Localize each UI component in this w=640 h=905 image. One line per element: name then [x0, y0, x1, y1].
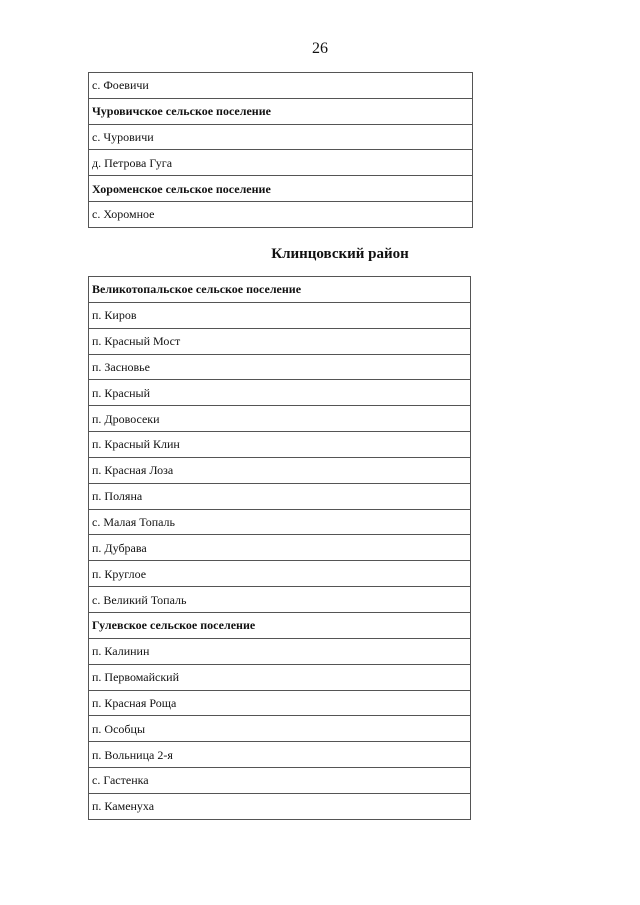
table-row [89, 716, 471, 742]
table-cell: п. Красная Лоза [89, 457, 471, 483]
table-row [89, 201, 473, 227]
table-cell: п. Круглое [89, 561, 471, 587]
table-cell: с. Гастенка [89, 768, 471, 794]
table-cell: с. Чуровичи [89, 124, 473, 150]
table-row [89, 124, 473, 150]
table-row [89, 73, 473, 99]
settlements-table-top [88, 72, 473, 228]
page-number: 26 [312, 40, 328, 57]
group-heading-cell: Хороменское сельское поселение [89, 176, 473, 202]
table-cell: п. Красная Роща [89, 690, 471, 716]
table-row [89, 432, 471, 458]
table-row [89, 690, 471, 716]
table-cell: п. Красный Мост [89, 328, 471, 354]
table-cell: п. Киров [89, 302, 471, 328]
table-cell: п. Калинин [89, 638, 471, 664]
table-cell: с. Малая Топаль [89, 509, 471, 535]
table-cell: п. Красный Клин [89, 432, 471, 458]
table-row-group [89, 612, 471, 638]
table-row [89, 664, 471, 690]
table-cell: п. Особцы [89, 716, 471, 742]
table-row [89, 742, 471, 768]
table-cell: п. Красный [89, 380, 471, 406]
section-heading: Клинцовский район [271, 246, 409, 262]
table-cell: п. Поляна [89, 483, 471, 509]
table-cell: п. Дубрава [89, 535, 471, 561]
table-row [89, 354, 471, 380]
table-row [89, 768, 471, 794]
group-heading-cell: Гулевское сельское поселение [89, 612, 471, 638]
table-cell: п. Первомайский [89, 664, 471, 690]
table-row [89, 793, 471, 819]
table-row-group [89, 176, 473, 202]
settlements-table-bottom [88, 276, 471, 820]
table-cell: п. Вольница 2-я [89, 742, 471, 768]
table-row [89, 457, 471, 483]
table-row [89, 587, 471, 613]
group-heading-cell: Чуровичское сельское поселение [89, 98, 473, 124]
table-row [89, 380, 471, 406]
table-row [89, 483, 471, 509]
table-cell: п. Засновье [89, 354, 471, 380]
table-cell: с. Великий Топаль [89, 587, 471, 613]
table-row [89, 150, 473, 176]
table-cell: с. Хоромное [89, 201, 473, 227]
table-row [89, 535, 471, 561]
table-row [89, 638, 471, 664]
table-cell: д. Петрова Гуга [89, 150, 473, 176]
table-cell: п. Каменуха [89, 793, 471, 819]
table-row [89, 406, 471, 432]
table-row [89, 561, 471, 587]
table-cell: п. Дровосеки [89, 406, 471, 432]
table-row-group [89, 98, 473, 124]
group-heading-cell: Великотопальское сельское поселение [89, 277, 471, 303]
table-cell: с. Фоевичи [89, 73, 473, 99]
table-row [89, 302, 471, 328]
table-row [89, 328, 471, 354]
table-row-group [89, 277, 471, 303]
table-row [89, 509, 471, 535]
